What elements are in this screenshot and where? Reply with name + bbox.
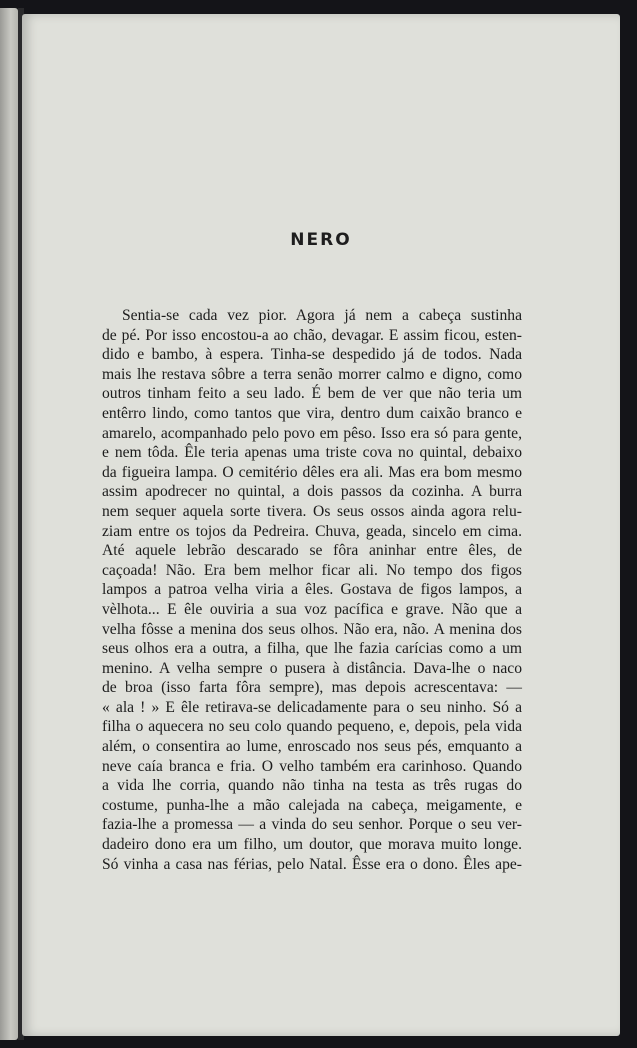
text-line: fazia-lhe a promessa — a vinda do seu senhor. Porque o seu ver- bbox=[102, 816, 522, 834]
text-line: costume, punha-lhe a mão calejada na cabeça, meigamente, e bbox=[102, 796, 522, 814]
chapter-title: NERO bbox=[290, 230, 352, 250]
text-line: filha o aquecera no seu colo quando pequeno, e, depois, pela vida bbox=[102, 718, 522, 736]
text-line: de pé. Por isso encostou-a ao chão, devagar. E assim ficou, esten- bbox=[102, 326, 522, 344]
text-line: caçoada! Não. Era bem melhor ficar ali. No tempo dos figos bbox=[102, 561, 522, 579]
text-line: assim apodrecer no quintal, a dois passos da cozinha. A burra bbox=[102, 483, 522, 501]
text-line: amarelo, acompanhado pelo povo em pêso. Isso era só para gente, bbox=[102, 424, 522, 442]
text-line: da figueira lampa. O cemitério dêles era ali. Mas era bom mesmo bbox=[102, 463, 522, 481]
text-line: seus olhos era a outra, a filha, que lhe fazia carícias como a um bbox=[102, 640, 522, 658]
body-text bbox=[102, 306, 522, 874]
text-line: nem sequer aquela sorte tivera. Os seus ossos ainda agora relu- bbox=[102, 502, 522, 520]
text-line: dido e bambo, à espera. Tinha-se despedido já de todos. Nada bbox=[102, 346, 522, 364]
text-line: a vida lhe corria, quando não tinha na testa as três rugas do bbox=[102, 777, 522, 795]
text-line: Só vinha a casa nas férias, pelo Natal. Êsse era o dono. Êles ape- bbox=[102, 855, 522, 873]
text-line: Sentia-se cada vez pior. Agora já nem a cabeça sustinha bbox=[122, 307, 522, 324]
text-line: lampos a patroa velha viria a êles. Gostava de figos lampos, a bbox=[102, 581, 522, 599]
text-line: dadeiro dono era um filho, um doutor, que morava muito longe. bbox=[102, 836, 522, 854]
text-line: outros tinham feito a seu lado. É bem de ver que não teria um bbox=[102, 385, 522, 403]
text-line: Até aquele lebrão descarado se fôra aninhar entre êles, de bbox=[102, 542, 522, 560]
text-line: mais lhe restava sôbre a terra senão morrer calmo e digno, como bbox=[102, 365, 522, 383]
text-line: menino. A velha sempre o pusera à distância. Dava-lhe o naco bbox=[102, 659, 522, 677]
text-line: « ala ! » E êle retirava-se delicadamente para o seu ninho. Só a bbox=[102, 698, 522, 716]
text-line: de broa (isso farta fôra sempre), mas depois acrescentava: — bbox=[102, 679, 522, 697]
text-line: ziam entre os tojos da Pedreira. Chuva, geada, sincelo em cima. bbox=[102, 522, 522, 540]
book-page bbox=[22, 14, 620, 1036]
text-line: e nem tôda. Êle teria apenas uma triste cova no quintal, debaixo bbox=[102, 444, 522, 462]
text-line: vèlhota... E êle ouviria a sua voz pacífica e grave. Não que a bbox=[102, 600, 522, 618]
text-line: neve caía branca e fria. O velho também era carinhoso. Quando bbox=[102, 757, 522, 775]
text-line: além, o consentira ao lume, enroscado nos seus pés, emquanto a bbox=[102, 738, 522, 756]
text-line: velha fôsse a menina dos seus olhos. Não era, não. A menina dos bbox=[102, 620, 522, 638]
text-line: entêrro lindo, como tantos que vira, dentro dum caixão branco e bbox=[102, 404, 522, 422]
facing-page-edge bbox=[0, 8, 18, 1040]
